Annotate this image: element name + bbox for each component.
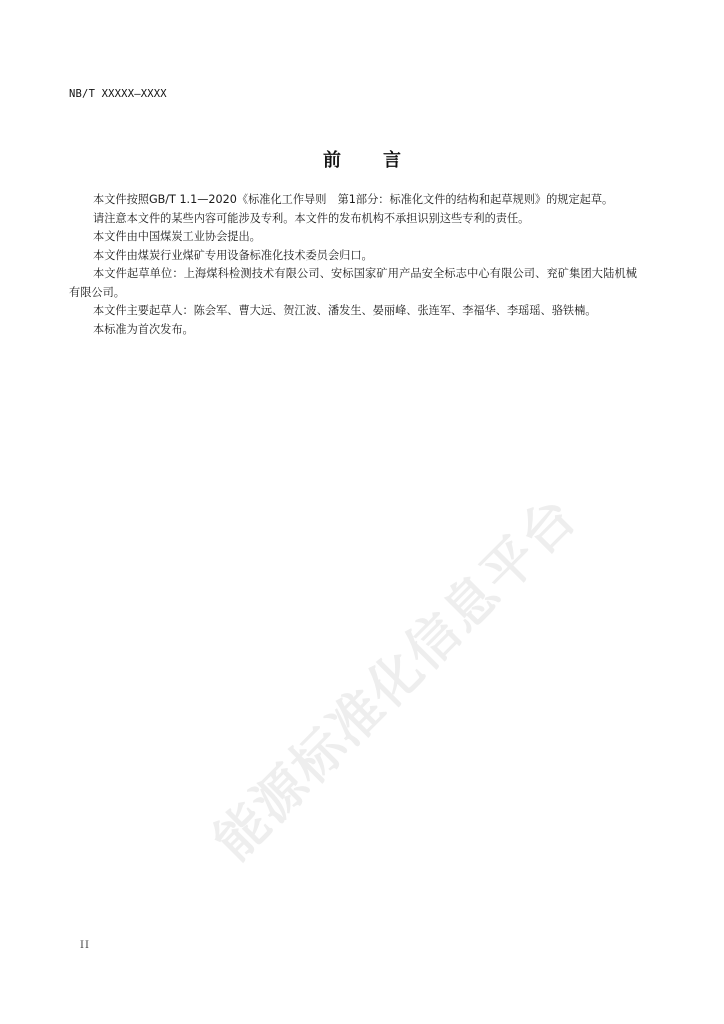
paragraph-drafting-rules: 本文件按照GB/T 1.1—2020《标准化工作导则 第1部分：标准化文件的结构和起草规则》的规定起草。 <box>93 193 614 206</box>
document-code: NB/T XXXXX—XXXX <box>69 88 167 100</box>
paragraph-drafting-units: 本文件起草单位：上海煤科检测技术有限公司、安标国家矿用产品安全标志中心有限公司、兖矿集团大陆机械有限公司。 <box>69 267 637 299</box>
page-title: 前言 <box>323 150 443 171</box>
page-number: II <box>80 940 90 951</box>
paragraph-proposer: 本文件由中国煤炭工业协会提出。 <box>93 230 261 243</box>
paragraph-committee: 本文件由煤炭行业煤矿专用设备标准化技术委员会归口。 <box>93 248 373 262</box>
foreword-body <box>69 191 637 339</box>
watermark: 能源标准化信息平台 <box>202 486 590 873</box>
paragraph-drafters: 本文件主要起草人：陈会军、曹大远、贺江波、潘发生、晏丽峰、张连军、李福华、李瑶瑶、骆铁楠。 <box>93 304 597 317</box>
paragraph-first-release: 本标准为首次发布。 <box>93 322 194 336</box>
paragraph-patent-notice: 请注意本文件的某些内容可能涉及专利。本文件的发布机构不承担识别这些专利的责任。 <box>93 211 530 225</box>
